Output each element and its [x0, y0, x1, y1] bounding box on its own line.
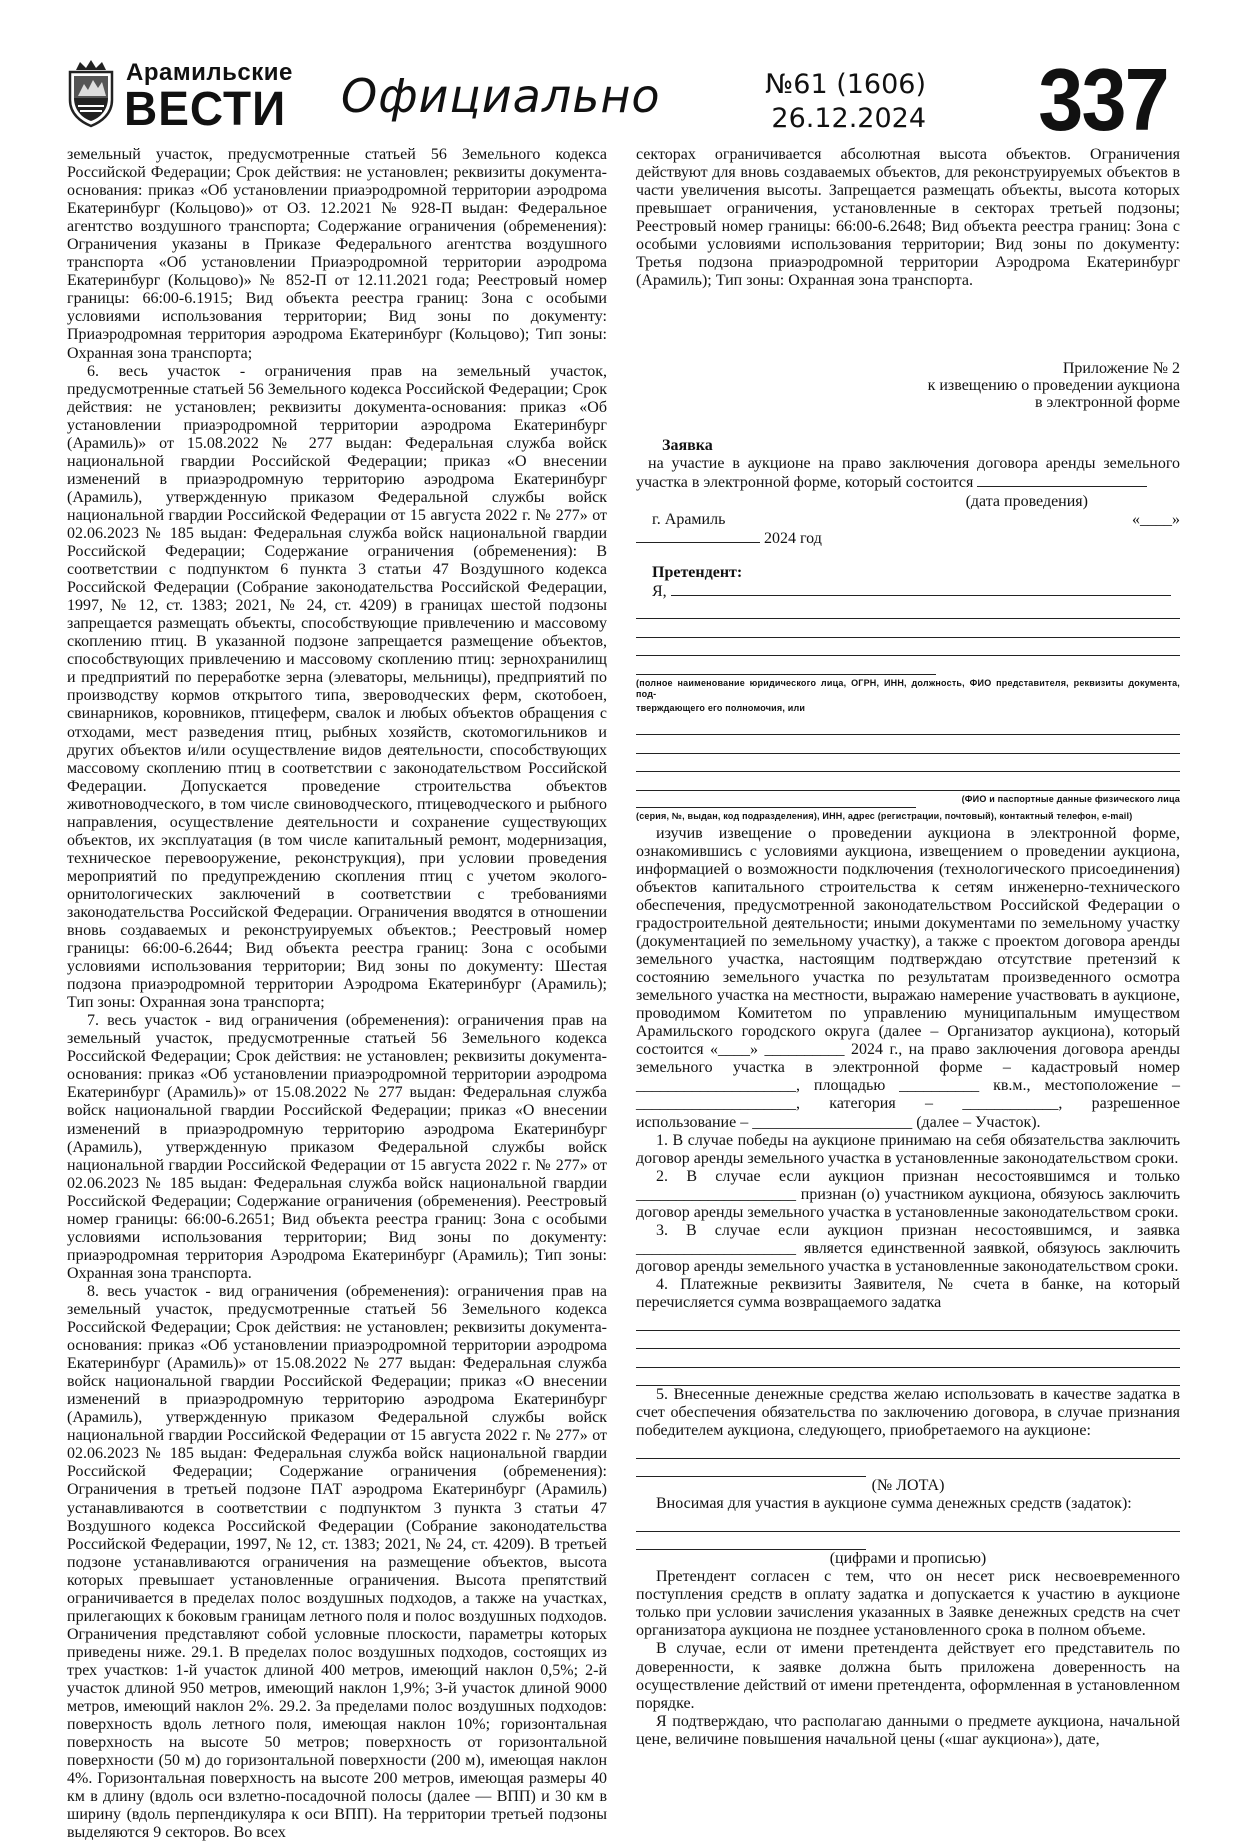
form-item-1: 1. В случае победы на аукционе принимаю на себя обязательства заключить договор аренды земельного участка в установленные законодательством сроки. — [636, 1131, 1180, 1167]
issue-date: 26.12.2024 — [771, 103, 926, 134]
left-column — [67, 146, 607, 1842]
day-field: «____» — [1132, 510, 1180, 528]
lot-caption: (№ ЛОТА) — [871, 1477, 945, 1495]
applicant-field-line-3 — [636, 638, 1180, 657]
appendix-line-2: к извещению о проведении аукциона — [927, 377, 1180, 395]
date-caption: (дата проведения) — [965, 492, 1088, 510]
legal-entity-caption-1: (полное наименование юридического лица, ОГРН, ИНН, должность, ФИО представителя, реквизиты документа, под- — [636, 677, 1180, 699]
logo-wordmark-bottom: ВЕСТИ — [124, 80, 287, 136]
coat-of-arms-icon — [66, 60, 116, 126]
form-item-2: 2. В случае если аукцион признан несостоявшимся и только ____________________ признан (о) участником аукциона, обязуюсь заключить договор аренды земельного участка в установленные законодательством сроки. — [636, 1167, 1180, 1221]
i-label: Я, — [652, 582, 667, 600]
appendix-line-3: в электронной форме — [1034, 394, 1180, 412]
masthead — [66, 50, 1176, 156]
section-title: Официально — [341, 69, 661, 123]
appendix-heading — [636, 360, 1180, 411]
person-caption-2: (серия, №, выдан, код подразделения), ИНН, адрес (регистрации, почтовый), контактный телефон, e-mail) — [636, 810, 1133, 821]
form-body-text: изучив извещение о проведении аукциона в электронной форме, ознакомившись с условиями аукциона, извещением о проведении аукциона, информацией о возможности подключения (технологического присоединения) объектов капитального строительства к сетям инженерно-технического обеспечения, предусмотренной законодательством Российской Федерации о градостроительной деятельности; иными документами по земельному участку (документацией по земельному участку), а также с проектом договора аренды земельного участка, настоящим подтверждаю отсутствие претензий к состоянию земельного участка по результатам произведенного осмотра земельного участка на местности, выражаю намерение участвовать в аукционе, проводимом Комитетом по управлению муниципальным имуществом Арамильского городского округа (далее – Организатор аукциона), который состоится «____» __________ 2024 г., на право заключения договора аренды земельного участка в электронной форме – кадастровый номер ____________________, площадью __________ кв.м., местоположение – ____________________, категория – ____________, разрешенное использование – ____________________ (далее – Участок). — [636, 824, 1180, 1131]
person-field-line-3 — [636, 754, 1180, 773]
year-line — [636, 529, 1180, 548]
lot-line-1 — [636, 1440, 1180, 1459]
person-caption-1: (ФИО и паспортные данные физического лица — [961, 793, 1180, 804]
deposit-text: Вносимая для участия в аукционе сумма денежных средств (задаток): — [656, 1495, 1132, 1513]
auction-date-field — [977, 473, 1147, 487]
page-number: 337 — [1038, 50, 1168, 149]
paragraph-item-5-continuation: земельный участок, предусмотренные статьей 56 Земельного кодекса Российской Федерации; Срок действия: не установлен; реквизиты документа-основания: приказ «Об установлении приаэродромной территории аэродрома Екатеринбург (Кольцово)» от ОЗ. 12.2021 № 928-П выдан: Федеральное агентство воздушного транспорта; Содержание ограничения (обременения): Ограничения указаны в Приказе Федерального агентства воздушного транспорта «Об установлении Приаэродромной территории аэродрома Екатеринбург (Кольцово)» № 852-П от 12.11.2021 года; Реестровый номер границы: 66:00-6.1915; Вид объекта реестра границ: Зона с особыми условиями использования территории; Вид зоны по документу: Приаэродромная территория аэродрома Екатеринбург (Кольцово); Тип зоны: Охранная зона транспорта; — [67, 146, 607, 362]
person-caption-row — [636, 791, 1180, 808]
form-title: Заявка — [662, 437, 713, 455]
applicant-line — [636, 582, 1180, 601]
month-field — [636, 529, 760, 543]
paragraph-item-7: 7. весь участок - вид ограничения (обременения): ограничения прав на земельный участок, предусмотренные статьей 56 Земельного кодекса Российской Федерации; Срок действия: не установлен; реквизиты документа-основания: приказ «Об установлении приаэродромной территории аэродрома Екатеринбург (Арамиль)» от 15.08.2022 № 277 выдан: Федеральная служба войск национальной гвардии Российской Федерации; приказ «О внесении изменений в приаэродромную территорию аэродрома Екатеринбург (Арамиль), утвержденную приказом Федеральной службы войск национальной гвардии Российской Федерации от 15 августа 2022 г. № 277» от 02.06.2023 № 185 выдан: Федеральная служба войск национальной гвардии Российской Федерации; Содержание ограничения (обременения). Реестровый номер границы: 66:00-6.2651; Вид объекта реестра границ: Зона с особыми условиями использования территории; Вид зоны по документу: приаэродромная территория Аэродрома Екатеринбург (Арамиль); Тип зоны: Охранная зона транспорта. — [67, 1012, 607, 1282]
year-text: 2024 год — [764, 529, 822, 547]
logo-wordmark-top: Арамильские — [126, 59, 293, 86]
applicant-field-line-2 — [636, 619, 1180, 638]
person-field-line-4 — [636, 772, 1180, 791]
bank-details-line-2 — [636, 1331, 1180, 1350]
person-field-line-2 — [636, 735, 1180, 754]
person-field-line-1 — [636, 717, 1180, 736]
confirm-text: Я подтверждаю, что располагаю данными о предмете аукциона, начальной цене, величине повышения начальной цены («шаг аукциона»), дате, — [636, 1712, 1180, 1748]
form-subtitle-text: на участие в аукционе на право заключения договора аренды земельного участка в электронной форме, который состоится — [636, 455, 1180, 492]
bank-details-line-3 — [636, 1349, 1180, 1368]
applicant-name-field — [671, 582, 1171, 596]
city-date-row — [636, 511, 1180, 529]
form-item-5: 5. Внесенные денежные средства желаю использовать в качестве задатка в счет обеспечения обязательства по заключению договора, в случае признания победителем аукциона, следующего, приобретаемого на аукционе: — [636, 1386, 1180, 1440]
lot-line-2 — [636, 1459, 866, 1478]
amount-caption: (цифрами и прописью) — [829, 1550, 987, 1568]
legal-entity-caption-2: тверждающего его полномочия, или — [636, 702, 806, 713]
deposit-line-2 — [636, 1532, 866, 1551]
applicant-field-line-1 — [636, 601, 1180, 620]
appendix-line-1: Приложение № 2 — [1062, 360, 1180, 378]
risk-text: Претендент согласен с тем, что он несет риск несвоевременного поступления средств в оплату задатка и допускается к участию в аукционе только при условии зачисления указанных в Заявке денежных средств на счет организатора аукциона не позднее установленного срока в полном объеме. — [636, 1568, 1180, 1640]
deposit-line-1 — [636, 1513, 1180, 1532]
right-column — [636, 146, 1180, 1749]
person-field-line-5 — [636, 794, 916, 808]
applicant-field-line-4 — [636, 656, 936, 675]
bank-details-line-1 — [636, 1312, 1180, 1331]
issue-number: №61 (1606) — [765, 69, 926, 100]
city-label: г. Арамиль — [652, 510, 726, 528]
bank-details-line-4 — [636, 1368, 1180, 1387]
paragraph-item-8: 8. весь участок - вид ограничения (обременения): ограничения прав на земельный участок, предусмотренные статьей 56 Земельного кодекса Российской Федерации; Срок действия: не установлен; реквизиты документа-основания: приказ «Об установлении приаэродромной территории аэродрома Екатеринбург (Арамиль)» от 15.08.2022 № 277 выдан: Федеральная служба войск национальной гвардии Российской Федерации; приказ «О внесении изменений в приаэродромную территорию аэродрома Екатеринбург (Арамиль), утвержденную приказом Федеральной службы войск национальной гвардии Российской Федерации от 15 августа 2022 г. № 277» от 02.06.2023 № 185 выдан: Федеральная служба войск национальной гвардии Российской Федерации; Содержание ограничения (обременения): Ограничения в третьей подзоне ПАТ аэродрома Екатеринбург (Арамиль) устанавливаются в соответствии с подпунктом 3 пункта 3 статьи 47 Воздушного кодекса Российской Федерации (Собрание законодательства Российской Федерации, 1997, № 12, ст. 1383; 2021, № 24, ст. 4209). В третьей подзоне устанавливаются ограничения на размещение объектов, высота которых превышает установленные ограничения. Высота препятствий ограничивается в пределах полос воздушных подходов, а также на участках, прилегающих к боковым границам летного поля и полос воздушных подходов. Ограничения представляют собой условные плоскости, параметры которых приведены ниже. 29.1. В пределах полос воздушных подходов, состоящих из трех участков: 1-й участок длиной 400 метров, имеющий наклон 0,5%; 2-й участок длиной 950 метров, имеющий наклон 1,9%; 3-й участок длиной 9000 метров, имеющий наклон 2%. 29.2. За пределами полос воздушных подходов: поверхность вдоль летного поля, имеющая наклон 10%; горизонтальная поверхность на высоте 50 метров; поверхность от горизонтальной поверхности (50 м) до горизонтальной поверхности (200 м), имеющая наклон 4%. Горизонтальная поверхность на высоте 200 метров, имеющая размеры 40 км в длину (вдоль оси взлетно-посадочной полосы (далее — ВПП) и 30 км в ширину (вдоль перпендикуляра к оси ВПП). На территории третьей подзоны выделяются 9 секторов. Во всех — [67, 1282, 607, 1842]
form-item-3: 3. В случае если аукцион признан несостоявшимся, и заявка ____________________ является единственной заявкой, обязуюсь заключить договор аренды земельного участка в установленные законодательством сроки. — [636, 1221, 1180, 1275]
form-item-4: 4. Платежные реквизиты Заявителя, № счета в банке, на который перечисляется сумма возвращаемого задатка — [636, 1275, 1180, 1311]
paragraph-item-6: 6. весь участок - ограничения прав на земельный участок, предусмотренные статьей 56 Земельного кодекса Российской Федерации; Срок действия: не установлен; реквизиты документа-основания: приказ «Об установлении приаэродромной территории аэродрома Екатеринбург (Арамиль)» от 15.08.2022 № 277 выдан: Федеральная служба войск национальной гвардии Российской Федерации; приказ «О внесении изменений в приаэродромную территорию аэродрома Екатеринбург (Арамиль), утвержденную приказом Федеральной службы войск национальной гвардии Российской Федерации от 15 августа 2022 г. № 277» от 02.06.2023 № 185 выдан: Федеральная служба войск национальной гвардии Российской Федерации; Содержание ограничения (обременения): В соответствии с подпунктом 6 пункта 3 статьи 47 Воздушного кодекса Российской Федерации (Собрание законодательства Российской Федерации, 1997, № 12, ст. 1383; 2021, № 24, ст. 4209) в границах шестой подзоны запрещается размещать объекты, способствующие привлечению и массовому скоплению птиц. В указанной подзоне запрещается размещение объектов, способствующих привлечению и массовому скоплению птиц: зернохранилищ и предприятий по переработке зерна (элеваторы, мельницы), предприятий по производству кормов открытого типа, звероводческих ферм, скотобоен, свинарников, коровников, птицеферм, свалок и любых объектов обращения с отходами, мест разведения птиц, рыбных хозяйств, скотомогильников и других объектов и/или осуществление видов деятельности, способствующих массовому скоплению птиц в соответствии с законодательством Российской Федерации. Допускается проведение строительства объектов животноводческого, в том числе свиноводческого, птицеводческого и рыбного направления, осуществление деятельности и сохранение существующих объектов, их эксплуатация (в том числе капитальный ремонт, модернизация, техническое перевооружение, реконструкция), при условии проведения мероприятий по предупреждению скопления птиц с учетом эколого-орнитологических заключений в соответствии с требованиями законодательства Российской Федерации. Ограничения вводятся в отношении вновь создаваемых и реконструируемых объектов.; Реестровый номер границы: 66:00-6.2644; Вид объекта реестра границ: Зона с особыми условиями использования территории; Вид зоны по документу: Шестая подзона приаэродромной территории Аэродрома Екатеринбург (Арамиль); Тип зоны: Охранная зона транспорта; — [67, 362, 607, 1012]
representative-text: В случае, если от имени претендента действует его представитель по доверенности, к заявке должна быть приложена доверенность на осуществление действий от имени претендента, оформленная в установленном порядке. — [636, 1640, 1180, 1712]
paragraph-continuation: секторах ограничивается абсолютная высота объектов. Ограничения действуют для вновь создаваемых объектов, для реконструируемых объектов в части увеличения высоты. Запрещается размещать объекты, высота которых превышает ограничения, установленные в секторах третьей подзоны; Реестровый номер границы: 66:00-6.2648; Вид объекта реестра границ: Зона с особыми условиями использования территории; Вид зоны по документу: Третья подзона приаэродромной территории Аэродрома Екатеринбург (Арамиль); Тип зоны: Охранная зона транспорта. — [636, 146, 1180, 290]
form-subtitle — [636, 455, 1180, 492]
applicant-label: Претендент: — [652, 563, 743, 581]
